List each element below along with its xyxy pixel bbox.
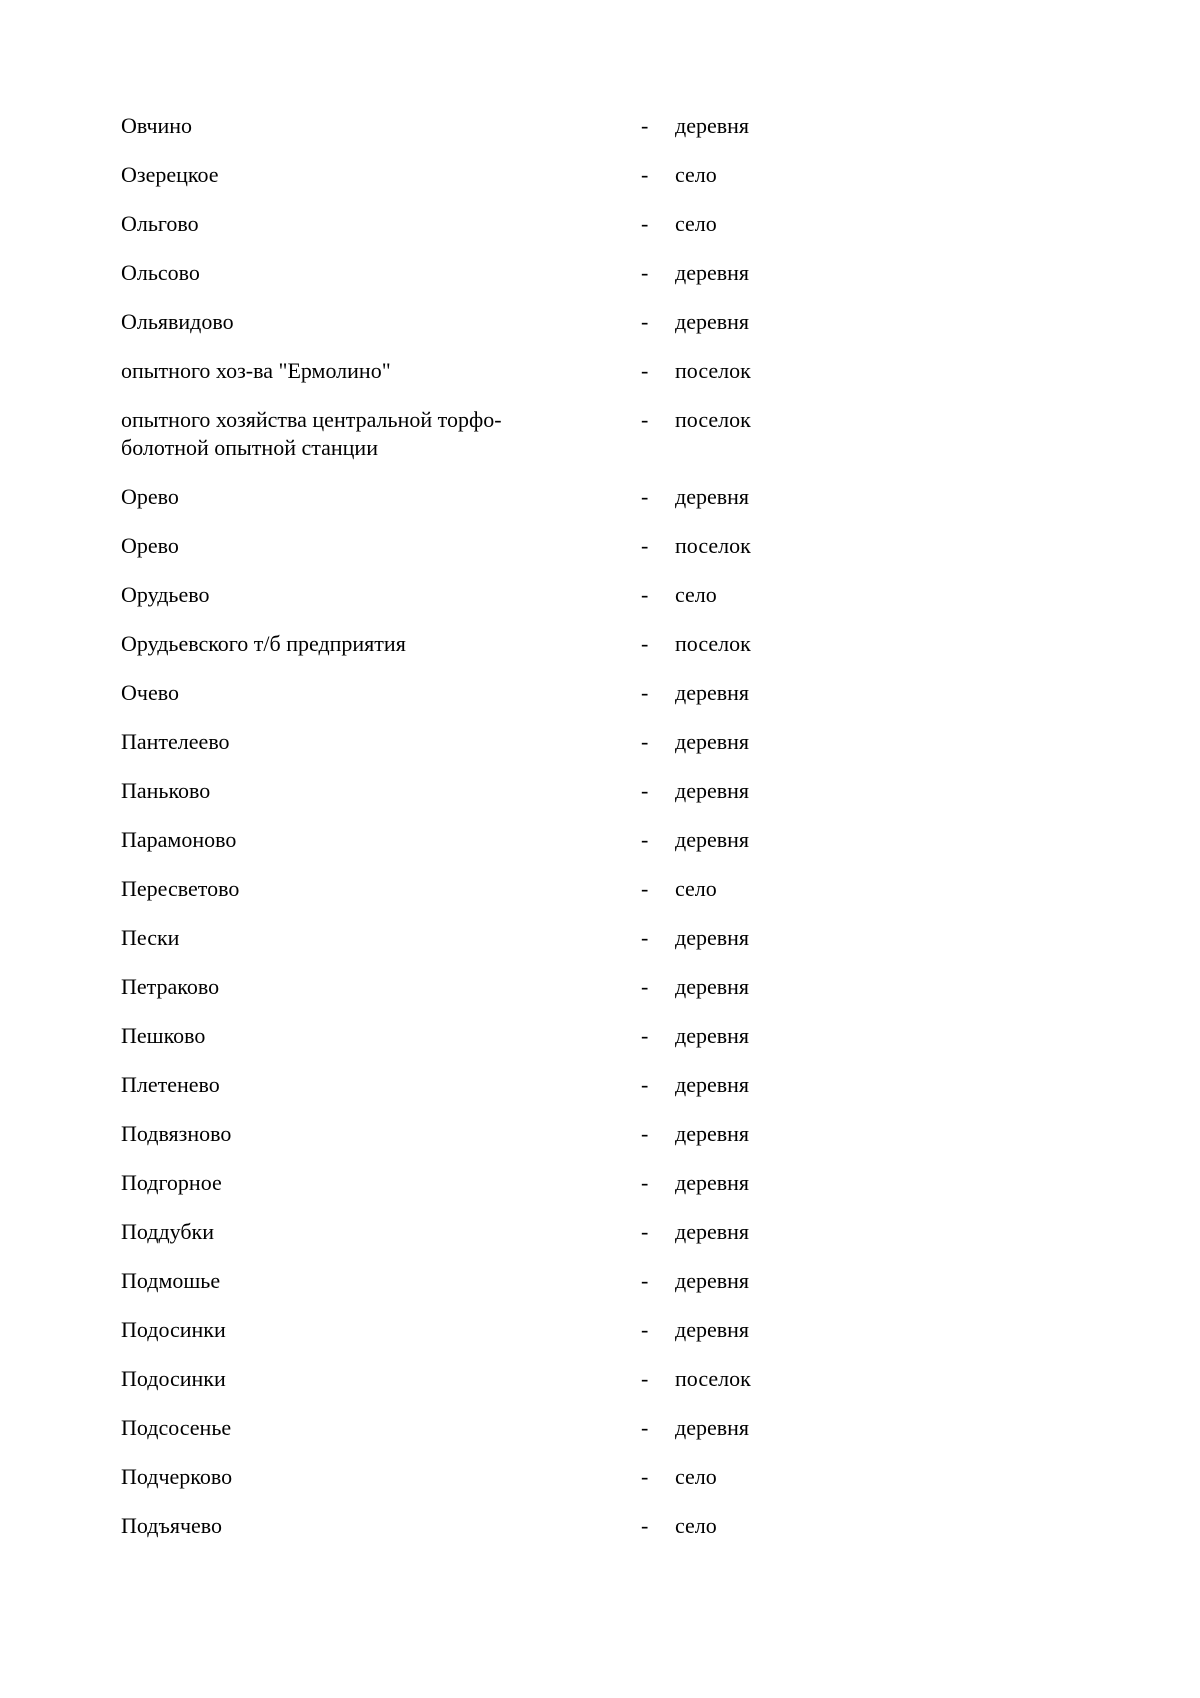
settlement-list (121, 112, 881, 1561)
settlement-name: Очево (121, 680, 179, 705)
list-item (121, 826, 881, 854)
settlement-name: Орудьевского т/б предприятия (121, 631, 406, 656)
settlement-type: село (675, 1464, 717, 1489)
list-item (121, 728, 881, 756)
list-item (121, 973, 881, 1001)
list-item (121, 581, 881, 609)
list-item (121, 679, 881, 707)
settlement-type: поселок (675, 631, 751, 656)
separator-dash: - (641, 1072, 649, 1097)
settlement-name: Озерецкое (121, 162, 219, 187)
settlement-type: деревня (675, 1317, 750, 1342)
separator-dash: - (641, 729, 649, 754)
settlement-type: село (675, 211, 717, 236)
settlement-type: деревня (675, 1072, 750, 1097)
settlement-type: деревня (675, 925, 750, 950)
settlement-name: опытного хоз-ва "Ермолино" (121, 358, 391, 383)
separator-dash: - (641, 1121, 649, 1146)
settlement-type: село (675, 162, 717, 187)
settlement-type: деревня (675, 260, 750, 285)
settlement-type: деревня (675, 1415, 750, 1440)
settlement-name: Ольгово (121, 211, 199, 236)
separator-dash: - (641, 925, 649, 950)
settlement-name: Ольявидово (121, 309, 234, 334)
list-item (121, 357, 881, 385)
settlement-type: деревня (675, 680, 750, 705)
list-item (121, 1414, 881, 1442)
settlement-type: деревня (675, 113, 750, 138)
separator-dash: - (641, 1317, 649, 1342)
separator-dash: - (641, 827, 649, 852)
settlement-name: Петраково (121, 974, 220, 999)
settlement-name: Подъячево (121, 1513, 223, 1538)
settlement-name: Пантелеево (121, 729, 230, 754)
settlement-type: деревня (675, 827, 750, 852)
separator-dash: - (641, 358, 649, 383)
settlement-type: деревня (675, 778, 750, 803)
list-item (121, 112, 881, 140)
separator-dash: - (641, 211, 649, 236)
list-item (121, 406, 881, 462)
separator-dash: - (641, 1513, 649, 1538)
list-item (121, 1169, 881, 1197)
settlement-name: Подвязново (121, 1121, 232, 1146)
separator-dash: - (641, 1366, 649, 1391)
list-item (121, 1022, 881, 1050)
list-item (121, 1218, 881, 1246)
settlement-type: село (675, 1513, 717, 1538)
separator-dash: - (641, 484, 649, 509)
settlement-type: поселок (675, 358, 751, 383)
settlement-name: Подосинки (121, 1366, 226, 1391)
separator-dash: - (641, 1268, 649, 1293)
separator-dash: - (641, 533, 649, 558)
list-item (121, 1316, 881, 1344)
separator-dash: - (641, 260, 649, 285)
settlement-name: Пешково (121, 1023, 206, 1048)
separator-dash: - (641, 309, 649, 334)
settlement-name: Поддубки (121, 1219, 215, 1244)
list-item (121, 777, 881, 805)
separator-dash: - (641, 407, 649, 432)
list-item (121, 1365, 881, 1393)
list-item (121, 1120, 881, 1148)
list-item (121, 210, 881, 238)
settlement-type: деревня (675, 309, 750, 334)
list-item (121, 1512, 881, 1540)
separator-dash: - (641, 876, 649, 901)
separator-dash: - (641, 631, 649, 656)
settlement-type: деревня (675, 729, 750, 754)
settlement-name: Ольсово (121, 260, 200, 285)
list-item (121, 1071, 881, 1099)
settlement-name: Подчерково (121, 1464, 233, 1489)
settlement-type: село (675, 582, 717, 607)
settlement-type: деревня (675, 1023, 750, 1048)
separator-dash: - (641, 1219, 649, 1244)
list-item (121, 1267, 881, 1295)
separator-dash: - (641, 582, 649, 607)
settlement-name: опытного хозяйства центральной торфо- болотной опытной станции (121, 407, 502, 460)
list-item (121, 308, 881, 336)
settlement-name: Пересветово (121, 876, 240, 901)
settlement-name: Парамоново (121, 827, 237, 852)
list-item (121, 483, 881, 511)
settlement-type: деревня (675, 974, 750, 999)
list-item (121, 1463, 881, 1491)
separator-dash: - (641, 778, 649, 803)
separator-dash: - (641, 1023, 649, 1048)
settlement-name: Плетенево (121, 1072, 220, 1097)
list-item (121, 924, 881, 952)
settlement-type: деревня (675, 484, 750, 509)
separator-dash: - (641, 680, 649, 705)
settlement-name: Орево (121, 533, 179, 558)
settlement-type: поселок (675, 407, 751, 432)
settlement-type: деревня (675, 1219, 750, 1244)
settlement-name: Паньково (121, 778, 211, 803)
list-item (121, 532, 881, 560)
settlement-name: Подмошье (121, 1268, 221, 1293)
settlement-type: село (675, 876, 717, 901)
separator-dash: - (641, 162, 649, 187)
settlement-name: Подсосенье (121, 1415, 232, 1440)
list-item (121, 259, 881, 287)
separator-dash: - (641, 1464, 649, 1489)
settlement-type: поселок (675, 1366, 751, 1391)
separator-dash: - (641, 113, 649, 138)
settlement-name: Орево (121, 484, 179, 509)
separator-dash: - (641, 1170, 649, 1195)
separator-dash: - (641, 974, 649, 999)
settlement-name: Пески (121, 925, 180, 950)
settlement-type: поселок (675, 533, 751, 558)
list-item (121, 630, 881, 658)
settlement-name: Подгорное (121, 1170, 222, 1195)
list-item (121, 161, 881, 189)
settlement-name: Подосинки (121, 1317, 226, 1342)
settlement-name: Овчино (121, 113, 193, 138)
separator-dash: - (641, 1415, 649, 1440)
settlement-type: деревня (675, 1170, 750, 1195)
settlement-type: деревня (675, 1121, 750, 1146)
settlement-type: деревня (675, 1268, 750, 1293)
settlement-name: Орудьево (121, 582, 210, 607)
list-item (121, 875, 881, 903)
